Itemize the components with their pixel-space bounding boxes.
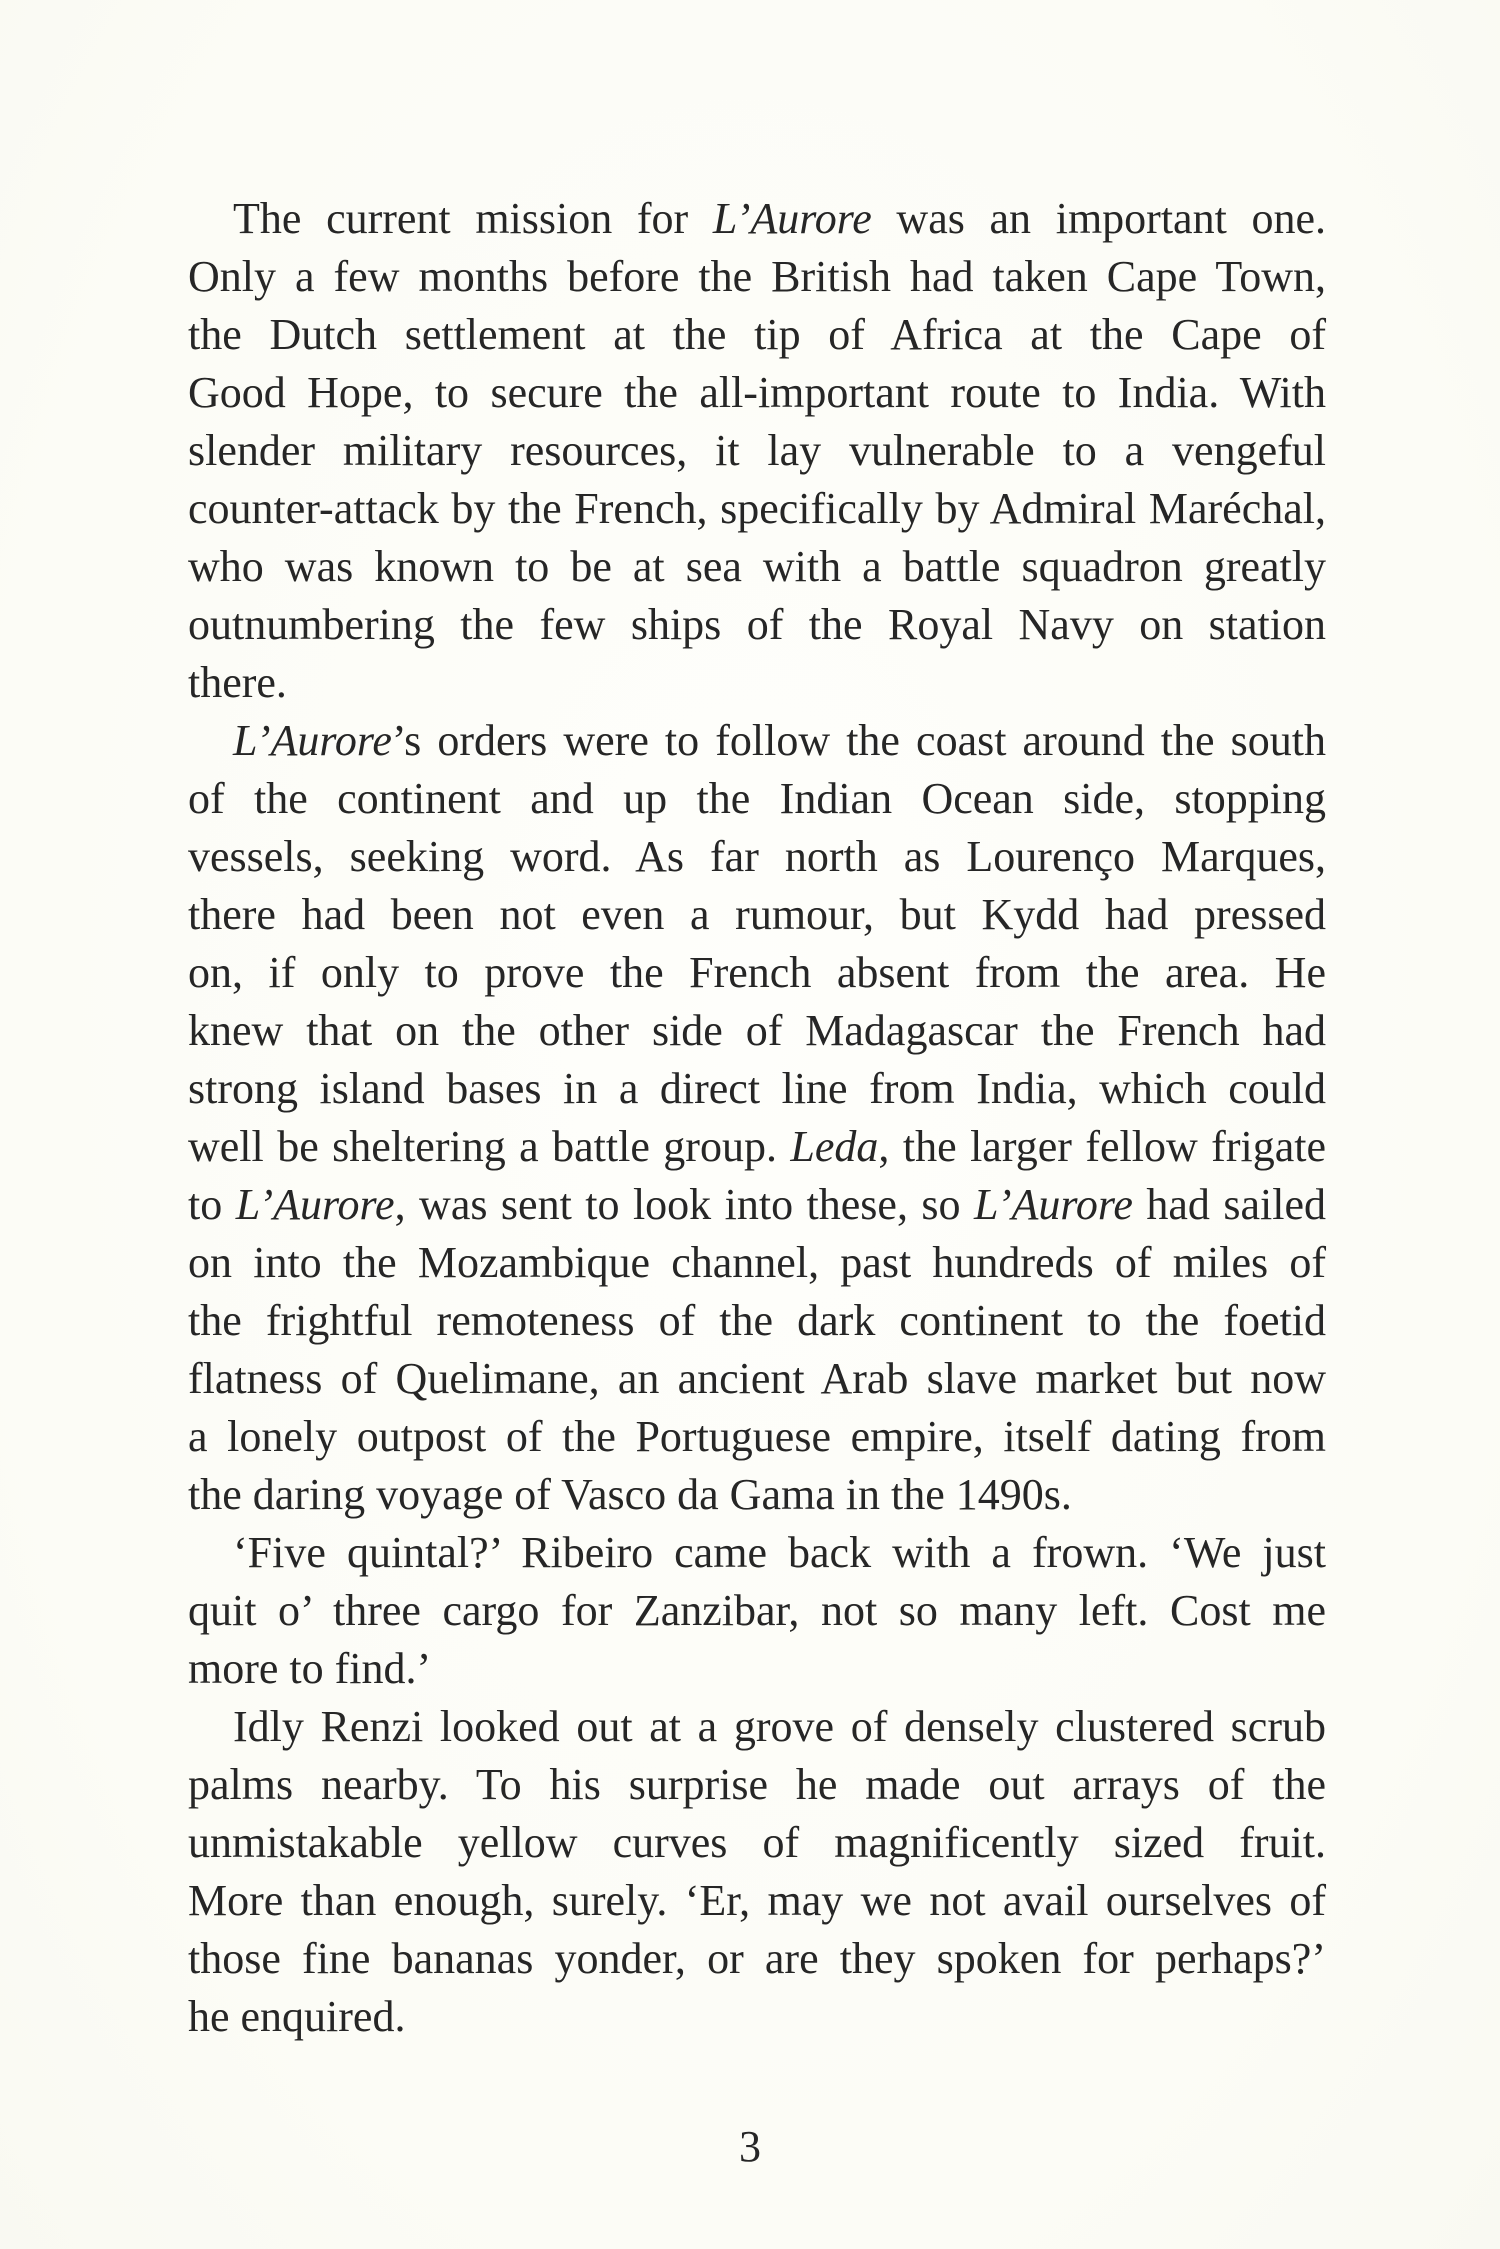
text-line: [188, 1408, 1326, 1466]
text-run: of the continent and up the Indian Ocean side, stopping: [188, 774, 1326, 823]
text-run: the Dutch settlement at the tip of Africa at the Cape of: [188, 310, 1326, 359]
text-run: The current mission for: [233, 194, 713, 243]
text-run: counter-attack by the French, specifically by Admiral Maréchal,: [188, 484, 1326, 533]
text-run: ’s orders were to follow the coast around the south: [391, 716, 1326, 765]
paragraph: [188, 190, 1326, 712]
text-line: [188, 422, 1326, 480]
text-line: [188, 1466, 1326, 1524]
text-run: palms nearby. To his surprise he made out arrays of the: [188, 1760, 1326, 1809]
text-run: Good Hope, to secure the all-important route to India. With: [188, 368, 1326, 417]
text-run: , was sent to look into these, so: [394, 1180, 975, 1229]
text-line: [188, 1872, 1326, 1930]
italic-ship-name: L’Aurore: [974, 1180, 1133, 1229]
text-run: Only a few months before the British had taken Cape Town,: [188, 252, 1326, 301]
paragraph: [188, 1698, 1326, 2046]
text-line: [188, 248, 1326, 306]
text-run: knew that on the other side of Madagascar the French had: [188, 1006, 1326, 1055]
text-run: flatness of Quelimane, an ancient Arab slave market but now: [188, 1354, 1326, 1403]
text-run: had sailed: [1132, 1180, 1326, 1229]
italic-ship-name: Leda: [790, 1122, 879, 1171]
text-run: unmistakable yellow curves of magnificently sized fruit.: [188, 1818, 1326, 1867]
text-line: [188, 1756, 1326, 1814]
text-line: [188, 596, 1326, 654]
text-line: [188, 1930, 1326, 1988]
text-line: [188, 190, 1326, 248]
text-line: [188, 1640, 1326, 1698]
text-line: [188, 1060, 1326, 1118]
text-line: [188, 364, 1326, 422]
text-run: there had been not even a rumour, but Kydd had pressed: [188, 890, 1326, 939]
body-text: [188, 190, 1326, 2046]
text-line: [188, 306, 1326, 364]
text-line: [188, 1988, 1326, 2046]
text-run: who was known to be at sea with a battle squadron greatly: [188, 542, 1326, 591]
text-run: was an important one.: [871, 194, 1326, 243]
text-line: [188, 654, 1326, 712]
text-line: [188, 1814, 1326, 1872]
paragraph: [188, 1524, 1326, 1698]
text-run: those fine bananas yonder, or are they spoken for perhaps?’: [188, 1934, 1326, 1983]
text-line: [188, 828, 1326, 886]
text-line: [188, 1234, 1326, 1292]
text-line: [188, 770, 1326, 828]
text-line: [188, 1292, 1326, 1350]
text-run: , the larger fellow frigate: [878, 1122, 1326, 1171]
italic-ship-name: L’Aurore: [235, 1180, 395, 1229]
text-run: vessels, seeking word. As far north as Lourenço Marques,: [188, 832, 1326, 881]
text-line: [188, 886, 1326, 944]
text-run: outnumbering the few ships of the Royal Navy on station: [188, 600, 1326, 649]
paragraph: [188, 712, 1326, 1524]
text-run: ‘Five quintal?’ Ribeiro came back with a frown. ‘We just: [233, 1528, 1326, 1577]
text-line: [188, 944, 1326, 1002]
text-run: on into the Mozambique channel, past hundreds of miles of: [188, 1238, 1326, 1287]
text-run: to: [188, 1180, 236, 1229]
text-line: [188, 480, 1326, 538]
text-run: a lonely outpost of the Portuguese empire, itself dating from: [188, 1412, 1326, 1461]
text-line: [188, 1524, 1326, 1582]
text-run: strong island bases in a direct line from India, which could: [188, 1064, 1326, 1113]
page-number: 3: [739, 2122, 761, 2171]
text-line: [188, 1698, 1326, 1756]
text-run: there.: [188, 658, 287, 707]
text-run: more to find.’: [188, 1644, 432, 1693]
text-run: slender military resources, it lay vulnerable to a vengeful: [188, 426, 1326, 475]
text-line: [188, 1582, 1326, 1640]
text-run: the daring voyage of Vasco da Gama in the 1490s.: [188, 1470, 1072, 1519]
italic-ship-name: L’Aurore: [712, 194, 872, 243]
text-run: quit o’ three cargo for Zanzibar, not so many left. Cost me: [188, 1586, 1326, 1635]
text-run: he enquired.: [188, 1992, 406, 2041]
text-run: well be sheltering a battle group.: [188, 1122, 791, 1171]
text-line: [188, 1002, 1326, 1060]
text-line: [188, 1118, 1326, 1176]
text-line: [188, 1350, 1326, 1408]
text-line: [188, 712, 1326, 770]
text-run: on, if only to prove the French absent from the area. He: [188, 948, 1326, 997]
text-run: More than enough, surely. ‘Er, may we not avail ourselves of: [188, 1876, 1326, 1925]
text-run: Idly Renzi looked out at a grove of densely clustered scrub: [233, 1702, 1326, 1751]
text-line: [188, 1176, 1326, 1234]
text-line: [188, 538, 1326, 596]
italic-ship-name: L’Aurore: [233, 716, 392, 765]
text-run: the frightful remoteness of the dark continent to the foetid: [188, 1296, 1326, 1345]
